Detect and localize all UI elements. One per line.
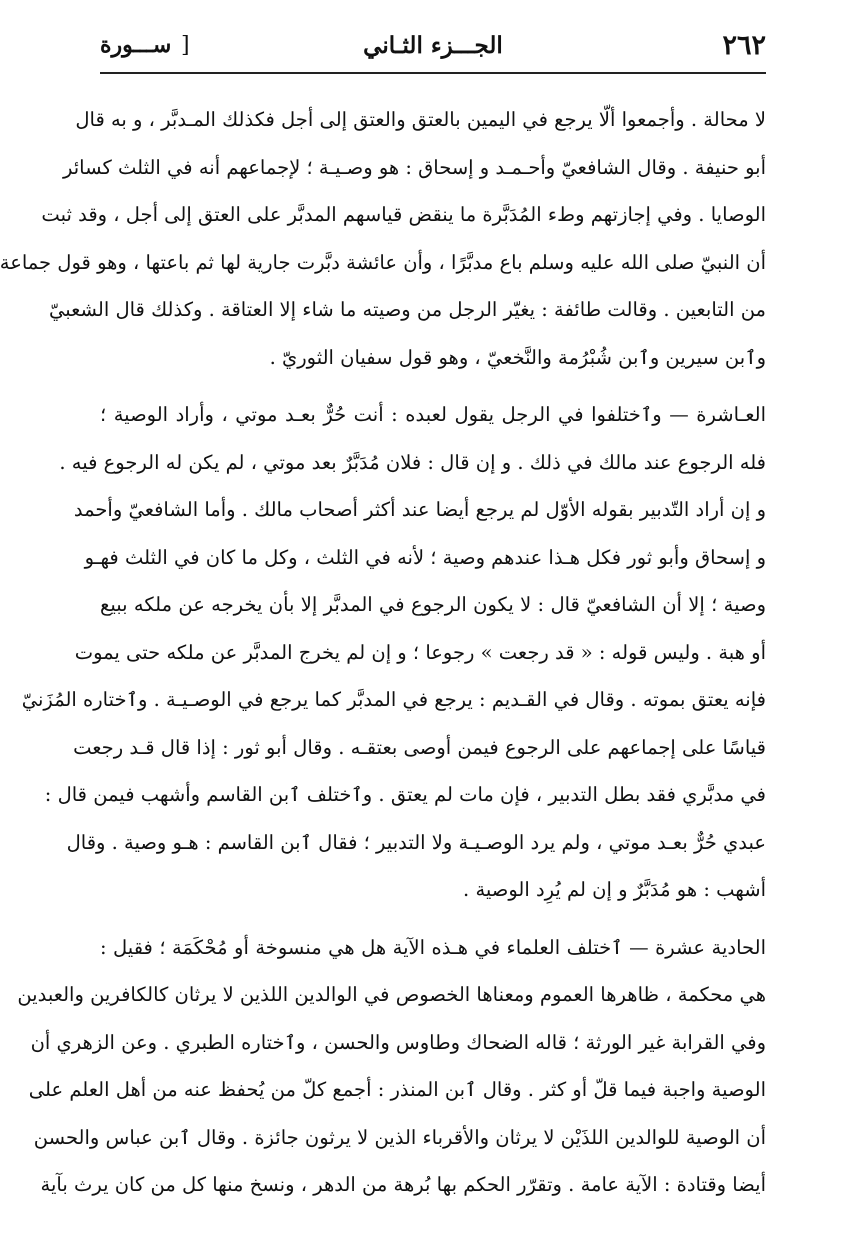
text-line: أيضا وقتادة : الآية عامة . وتقرّر الحكم بها بُرهة من الدهر ، ونسخ منها كل من كان يرث بآية: [40, 1173, 766, 1196]
text-line: الوصايا . وفي إجازتهم وطء المُدَبَّرة ما ينقض قياسهم المدبَّر على العتق إلى أجل ، وقد ثبت: [41, 203, 766, 226]
paragraph: [21, 391, 766, 914]
sura-word: ســـورة: [100, 32, 172, 58]
text-line: أن النبيّ صلى الله عليه وسلم باع مدبَّرًا ، وأن عائشة دبَّرت جارية لها ثم باعتها ، وهو قول جماعة: [0, 250, 766, 274]
text-line: و إسحاق وأبو ثور فكل هـذا عندهم وصية ؛ لأنه في الثلث ، وكل ما كان في الثلث فهـو: [84, 545, 766, 569]
text-line: أشهب : هو مُدَبَّرٌ و إن لم يُرِد الوصية .: [463, 878, 766, 901]
text-line: و إن أراد التّدبير بقوله الأوّل لم يرجع أيضا عند أكثر أصحاب مالك . وأما الشافعيّ وأحمد: [73, 498, 766, 521]
text-line: من التابعين . وقالت طائفة : يغيّر الرجل من وصيته ما شاء إلا العتاقة . وكذلك قال الشعبيّ: [48, 298, 766, 321]
text-line: وفي القرابة غير الورثة ؛ قاله الضحاك وطاوس والحسن ، وٱختاره الطبري . وعن الزهري أن: [30, 1030, 766, 1054]
paragraph: [0, 96, 766, 381]
text-line: وصية ؛ إلا أن الشافعيّ قال : لا يكون الرجوع في المدبَّر إلا بأن يخرجه عن ملكه ببيع: [100, 593, 766, 616]
paragraph: [17, 924, 766, 1209]
text-line: في مدبَّري فقد بطل التدبير ، فإن مات لم يعتق . وٱختلف ٱبن القاسم وأشهب فيمن قال :: [44, 783, 766, 806]
body-text: [0, 96, 766, 1219]
page-header: [100, 30, 766, 70]
text-line: فله الرجوع عند مالك في ذلك . و إن قال : فلان مُدَبَّرٌ بعد موتي ، لم يكن له الرجوع فيه .: [59, 450, 766, 474]
text-line: وٱبن سيرين وٱبن شُبْرُمة والنَّخعيّ ، وهو قول سفيان الثوريّ .: [269, 345, 766, 369]
text-line: الحادية عشرة — ٱختلف العلماء في هـذه الآية هل هي منسوخة أو مُحْكَمَة ؛ فقيل :: [100, 935, 766, 959]
text-line: قياسًا على إجماعهم على الرجوع فيمن أوصى بعتقـه . وقال أبو ثور : إذا قال قـد رجعت: [73, 735, 766, 759]
page-number: ٢٦٢: [722, 30, 766, 61]
text-line: العـاشرة — وٱختلفوا في الرجل يقول لعبده : أنت حُرٌّ بعـد موتي ، وأراد الوصية ؛: [100, 403, 766, 426]
running-title: الجـــزء الثـاني: [363, 32, 503, 59]
sura-bracket: [: [180, 33, 190, 58]
text-line: الوصية واجبة فيما قلّ أو كثر . وقال ٱبن المنذر : أجمع كلّ من يُحفظ عنه من أهل العلم على: [28, 1078, 766, 1101]
text-line: أبو حنيفة . وقال الشافعيّ وأحـمـد و إسحاق : هو وصـيـة ؛ لإجماعهم أنه في الثلث كسائر: [63, 155, 766, 179]
text-line: أن الوصية للوالدين اللذَيْن لا يرثان والأقرباء الذين لا يرثون جائزة . وقال ٱبن عباس والحسن: [33, 1125, 766, 1149]
text-line: هي محكمة ، ظاهرها العموم ومعناها الخصوص في الوالدين اللذين لا يرثان كالكافرين والعبدين: [17, 983, 766, 1006]
text-line: أو هبة . وليس قوله : « قد رجعت » رجوعا ؛ و إن لم يخرج المدبَّر عن ملكه حتى يموت: [74, 640, 766, 664]
sura-label: [100, 32, 190, 58]
header-rule: [100, 72, 766, 74]
text-line: فإنه يعتق بموته . وقال في القـديم : يرجع في المدبَّر كما يرجع في الوصـيـة . وٱختاره المُزَنيّ: [21, 688, 766, 711]
text-line: عبدي حُرٌّ بعـد موتي ، ولم يرد الوصـيـة ولا التدبير ؛ فقال ٱبن القاسم : هـو وصية . وقال: [66, 830, 766, 854]
text-line: لا محالة . وأجمعوا ألّا يرجع في اليمين بالعتق والعتق إلى أجل فكذلك المـدبَّر ، و به قال: [75, 108, 766, 131]
